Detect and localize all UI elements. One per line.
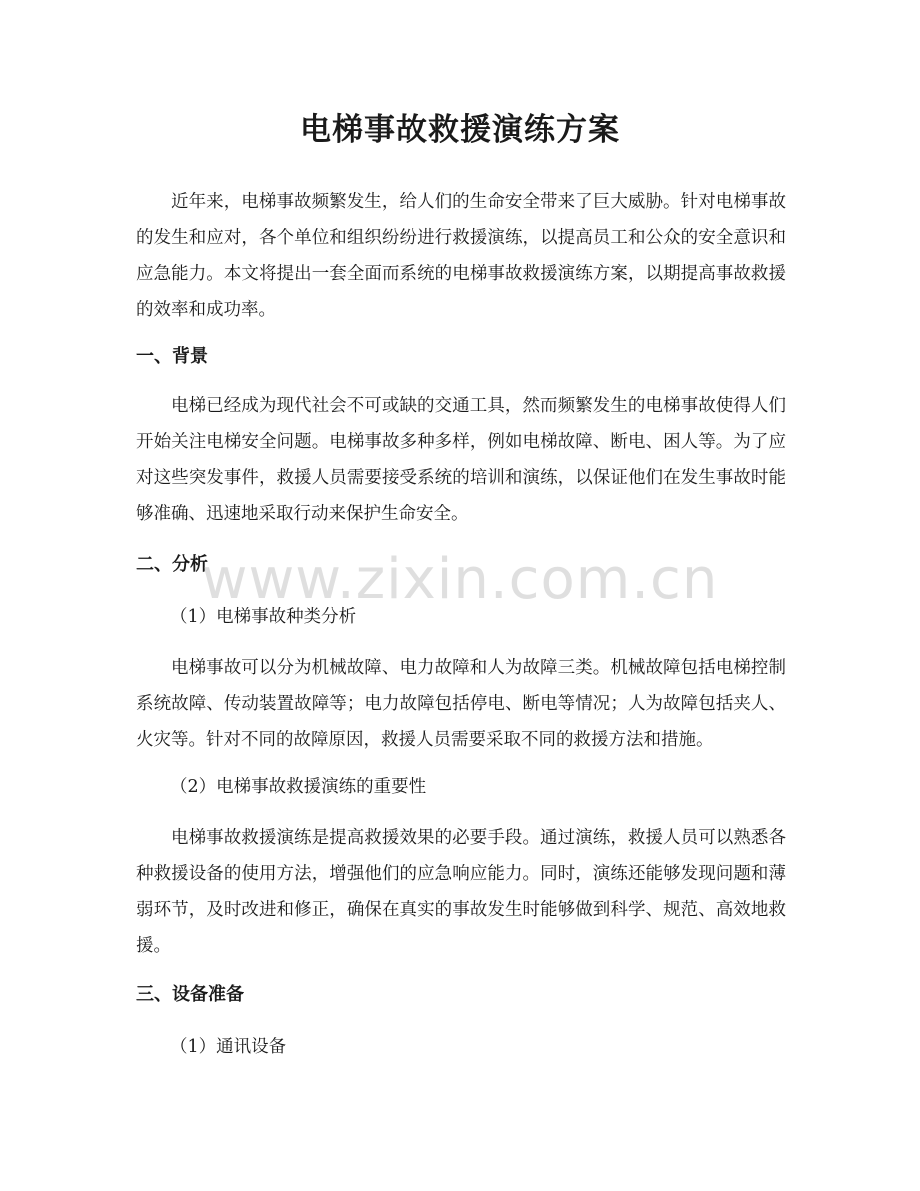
subheading-accident-types: （1）电梯事故种类分析 [170, 607, 357, 627]
document-title: 电梯事故救援演练方案 [300, 112, 620, 148]
section-heading-background: 一、背景 [136, 346, 208, 367]
subheading-communication-equipment: （1）通讯设备 [170, 1037, 287, 1057]
watermark: www.zixin.com.cn [201, 547, 719, 612]
section-heading-equipment: 三、设备准备 [136, 984, 244, 1005]
subheading-drill-importance: （2）电梯事故救援演练的重要性 [170, 777, 427, 797]
accident-types-paragraph: 电梯事故可以分为机械故障、电力故障和人为故障三类。机械故障包括电梯控制系统故障、传动装置故障等；电力故障包括停电、断电等情况；人为故障包括夹人、火灾等。针对不同的故障原因，救援人员需要采取不同的救援方法和措施。 [136, 658, 786, 750]
intro-paragraph: 近年来，电梯事故频繁发生，给人们的生命安全带来了巨大威胁。针对电梯事故的发生和应对，各个单位和组织纷纷进行救援演练，以提高员工和公众的安全意识和应急能力。本文将提出一套全面而系统的电梯事故救援演练方案，以期提高事故救援的效率和成功率。 [136, 192, 786, 320]
background-paragraph: 电梯已经成为现代社会不可或缺的交通工具，然而频繁发生的电梯事故使得人们开始关注电梯安全问题。电梯事故多种多样，例如电梯故障、断电、困人等。为了应对这些突发事件，救援人员需要接受系统的培训和演练，以保证他们在发生事故时能够准确、迅速地采取行动来保护生命安全。 [136, 396, 786, 524]
section-heading-analysis: 二、分析 [136, 554, 208, 575]
drill-importance-paragraph: 电梯事故救援演练是提高救援效果的必要手段。通过演练，救援人员可以熟悉各种救援设备的使用方法，增强他们的应急响应能力。同时，演练还能够发现问题和薄弱环节，及时改进和修正，确保在真实的事故发生时能够做到科学、规范、高效地救援。 [136, 828, 786, 956]
